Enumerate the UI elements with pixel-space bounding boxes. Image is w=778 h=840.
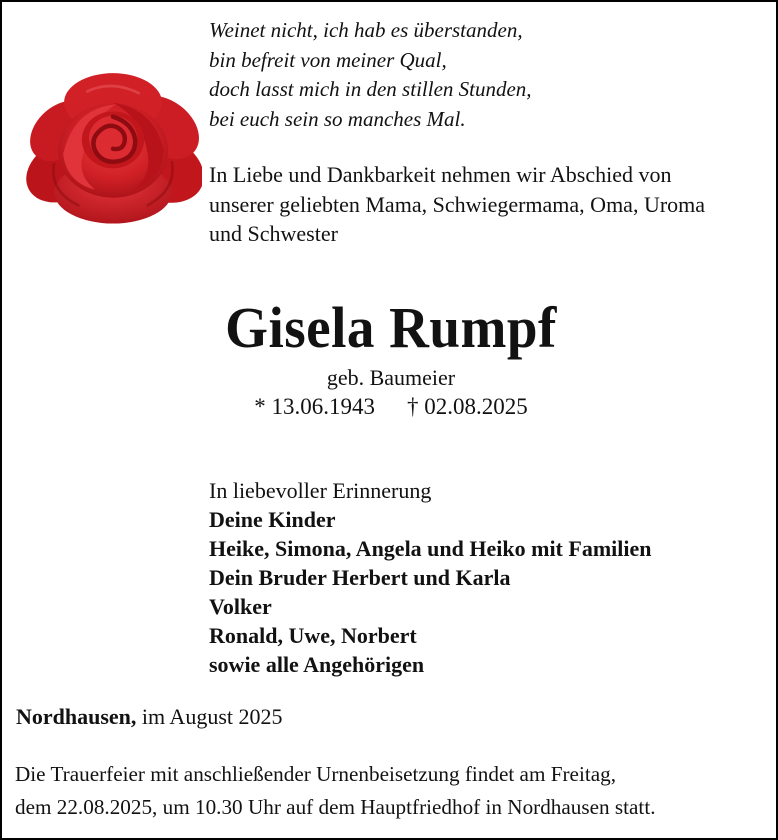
poem-line: Weinet nicht, ich hab es überstanden, bbox=[209, 18, 523, 42]
funeral-info-line: dem 22.08.2025, um 10.30 Uhr auf dem Hauptfriedhof in Nordhausen statt. bbox=[15, 795, 656, 819]
date-text: im August 2025 bbox=[141, 704, 283, 729]
farewell-line: In Liebe und Dankbarkeit nehmen wir Abschied von bbox=[209, 162, 672, 187]
funeral-info-line: Die Trauerfeier mit anschließender Urnenbeisetzung findet am Freitag, bbox=[15, 762, 617, 786]
rose-image bbox=[24, 56, 202, 230]
mourner-line: Volker bbox=[209, 594, 272, 619]
maiden-name: geb. Baumeier bbox=[326, 365, 456, 390]
city-name: Nordhausen, bbox=[16, 704, 137, 729]
death-date: † 02.08.2025 bbox=[407, 394, 528, 419]
mourner-line: Heike, Simona, Angela und Heiko mit Familien bbox=[209, 536, 652, 561]
memorial-poem bbox=[209, 16, 532, 134]
mourner-line: Ronald, Uwe, Norbert bbox=[209, 623, 417, 648]
remembrance-intro: In liebevoller Erinnerung bbox=[209, 478, 432, 503]
mourner-line: sowie alle Angehörigen bbox=[209, 652, 425, 677]
deceased-name: Gisela Rumpf bbox=[225, 295, 557, 360]
funeral-info bbox=[15, 758, 655, 824]
place-date-line bbox=[16, 703, 283, 731]
poem-line: doch lasst mich in den stillen Stunden, bbox=[209, 77, 532, 101]
farewell-line: unserer geliebten Mama, Schwiegermama, Oma, Uroma bbox=[209, 191, 706, 217]
mourner-line: Dein Bruder Herbert und Karla bbox=[209, 565, 511, 590]
farewell-line: und Schwester bbox=[209, 221, 338, 246]
life-dates bbox=[2, 393, 778, 421]
poem-line: bei euch sein so manches Mal. bbox=[209, 106, 466, 131]
farewell-paragraph bbox=[209, 160, 705, 249]
poem-line: bin befreit von meiner Qual, bbox=[209, 47, 447, 72]
birth-date: * 13.06.1943 bbox=[254, 394, 375, 419]
mourner-line: Deine Kinder bbox=[209, 507, 336, 532]
mourners-section bbox=[209, 476, 651, 679]
red-rose-icon bbox=[24, 56, 202, 230]
